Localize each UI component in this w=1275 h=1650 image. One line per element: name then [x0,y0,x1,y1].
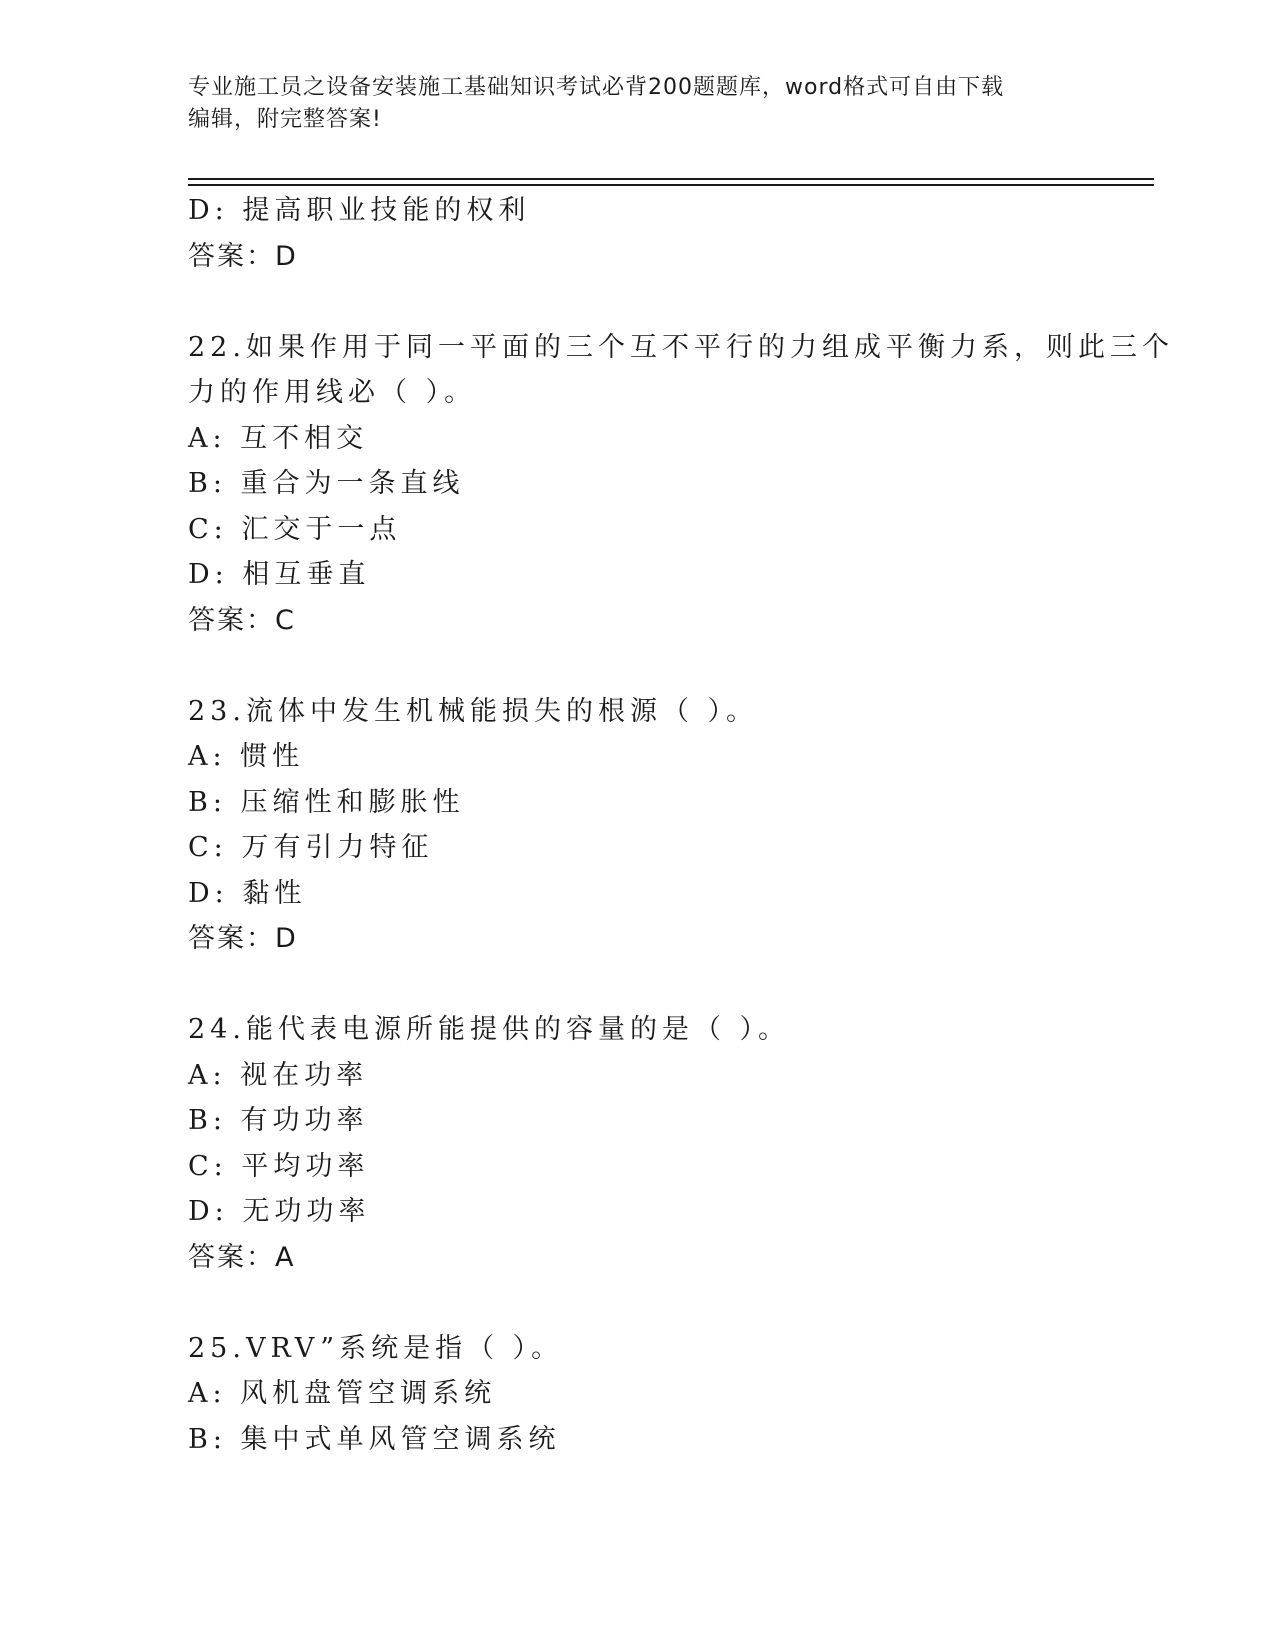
option-d: D: 相互垂直 [188,559,371,590]
question-stem-line-2: 力的作用线必（ ）。 [188,377,477,408]
header-line-2: 编辑，附完整答案! [188,107,382,132]
question-list [188,188,1174,1462]
option-c: C: 平均功率 [188,1150,370,1182]
answer-line: 答案：D [188,240,298,272]
question-stem-line-1: 23.流体中发生机械能损失的根源（ ）。 [188,695,759,727]
option-b: B: 集中式单风管空调系统 [188,1423,561,1455]
question-stem-line-1: 25.VRV”系统是指（ ）。 [188,1332,564,1364]
option-d: D: 提高职业技能的权利 [188,195,531,226]
spacer [188,279,1088,325]
option-a: A: 互不相交 [188,422,369,454]
option-b: B: 有功功率 [188,1105,369,1136]
question-25 [188,1326,1088,1463]
answer-line: 答案：D [188,923,298,954]
question-23 [188,689,1088,962]
option-d: D: 无功功率 [188,1196,371,1227]
option-a: A: 视在功率 [188,1059,369,1091]
answer-line: 答案：C [188,604,296,636]
header-divider-bottom [188,184,1154,186]
spacer [188,643,1088,689]
option-a: A: 惯性 [188,741,305,772]
option-d: D: 黏性 [188,877,307,909]
header-divider-top [188,178,1154,180]
question-stem-line-1: 22.如果作用于同一平面的三个互不平行的力组成平衡力系，则此三个 [188,331,1174,363]
spacer [188,962,1088,1008]
option-b: B: 压缩性和膨胀性 [188,786,465,818]
question-stem-line-1: 24.能代表电源所能提供的容量的是（ ）。 [188,1014,791,1045]
option-b: B: 重合为一条直线 [188,468,465,499]
question-22 [188,325,1174,644]
question-24 [188,1007,1088,1280]
previous-question-tail [188,188,1088,279]
spacer [188,1280,1088,1326]
option-c: C: 汇交于一点 [188,513,402,545]
document-header [188,72,1088,136]
header-line-1: 专业施工员之设备安装施工基础知识考试必背200题题库，word格式可自由下载 [188,75,1005,100]
option-a: A: 风机盘管空调系统 [188,1378,497,1409]
option-c: C: 万有引力特征 [188,832,434,863]
answer-line: 答案：A [188,1241,296,1273]
